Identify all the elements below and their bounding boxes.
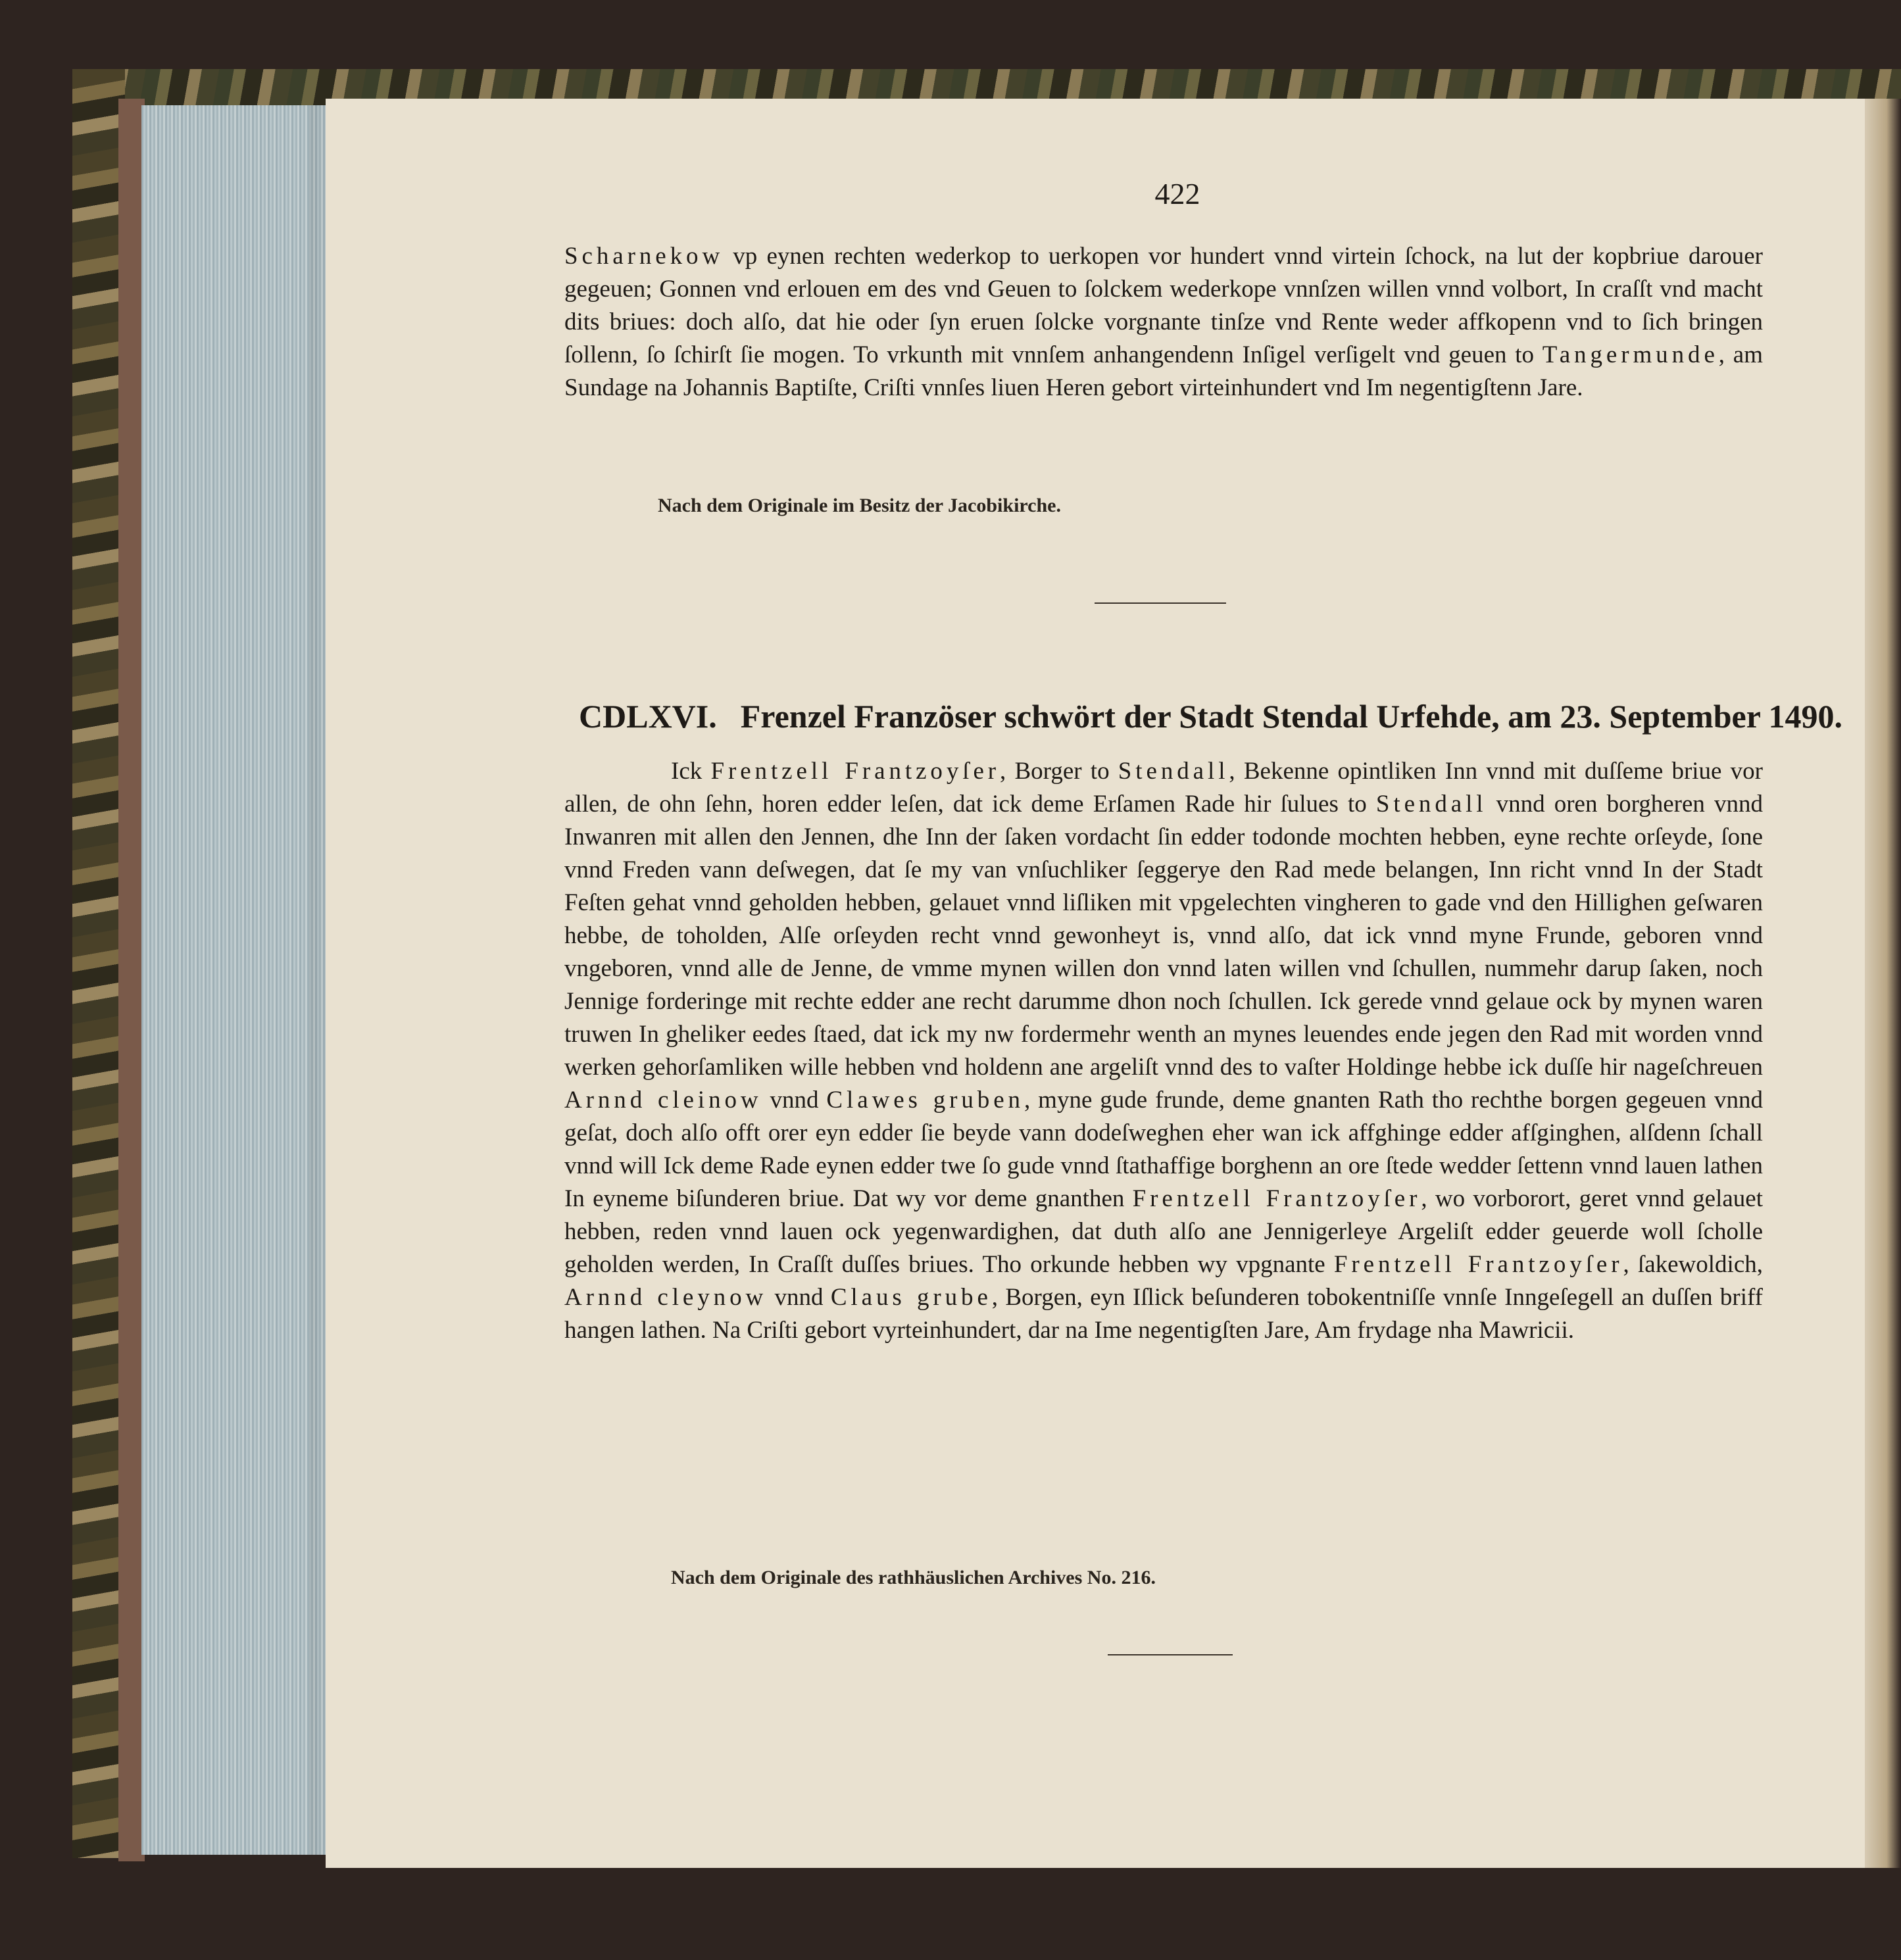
page-number: 422 — [1154, 177, 1200, 210]
paragraph-text: vnnd — [767, 1284, 831, 1311]
document-1-body — [564, 240, 1763, 404]
paragraph-text: , ſakewoldich, — [1623, 1251, 1764, 1278]
document-2-paragraph — [564, 755, 1763, 1347]
spaced-name-text: Arnnd cleinow — [564, 1087, 762, 1114]
spaced-name-text: Arnnd cleynow — [564, 1284, 768, 1311]
section-separator — [1095, 602, 1226, 604]
paragraph-text: vnnd — [762, 1087, 827, 1114]
document-number: CDLXVI. — [579, 698, 717, 735]
paragraph-text: vnnd oren borgheren vnnd Inwanren mit allen den Jennen, dhe Inn der ſaken vordacht ſin edder todonde mochten hebben, eyne rechte orſeyde, ſone vnnd Freden vann deſwegen, dat ſe my van vnſuchliker ſeggerye den Rad mede belangen, Inn richt vnnd In der Stadt Feſten gehat vnnd geholden hebben, gelauet vnnd liſliken mit vpgelechten vingheren to gade vnd den Hillighen geſwaren hebbe, de toholden, Alſe orſeyden recht vnnd gewonheyt is, vnnd alſo, dat ick vnnd myne Frunde, geboren vnnd vngeboren, vnnd alle de Jenne, de vmme mynen willen don vnnd laten willen vnd ſchullen, nummehr darup ſaken, noch Jennige forderinge mit rechte edder ane recht darumme dhon noch ſchullen. Ick gerede vnnd gelaue ock by mynen waren truwen In gheliker eedes ſtaed, dat ick my nw fordermehr wenth an mynes leuendes ende jegen den Rad mit worden vnnd werken gehorſamliken wille hebben vnd holdenn ane argeliſt vnnd des to vaſter Holdinge hebbe ick duſſe hir nageſchreuen — [564, 791, 1763, 1081]
spaced-name-text: Clawes gruben — [826, 1087, 1024, 1114]
spaced-name-text: Tangermunde — [1542, 341, 1719, 368]
spaced-name-text: Stendall — [1375, 791, 1487, 818]
book-spine — [118, 99, 145, 1861]
paragraph-text: , myne gude frunde, deme gnanten Rath tho rechthe borgen gegeuen vnnd geſat, doch alſo offt orer eyn edder ſie beyde vann dodeſweghen eher wan ick affghinge edder afſginghen, alſdenn ſchall vnnd will Ick deme Rade eynen edder twe ſo gude vnnd ſtathaffige borghenn an ore ſtede wedder ſettenn vnnd lauen lathen In eyneme biſunderen briue. Dat wy vor deme gnanthen — [564, 1087, 1763, 1212]
paragraph-text: , Bekenne opintliken Inn vnnd mit duſſeme briue vor allen, de ohn ſehn, horen edder leſen, dat ick deme Erſamen Rade hir ſulues to — [564, 758, 1763, 818]
spaced-name-text: Frentzell Frantzoyſer — [710, 758, 1000, 785]
spaced-name-text: Frentzell Frantzoyſer — [1333, 1251, 1623, 1278]
document-2-body — [564, 755, 1763, 1347]
page-right-edge — [1865, 99, 1901, 1868]
paragraph-text: , am Sundage na Johannis Baptiſte, Criſti vnnſes liuen Heren gebort virteinhundert vnd Im negentigſtenn Jare. — [564, 341, 1763, 401]
document-1-paragraph — [564, 240, 1763, 404]
paragraph-text: , Borger to — [1000, 758, 1118, 785]
spaced-name-text: Stendall — [1118, 758, 1229, 785]
page-block-edge — [141, 105, 326, 1855]
section-separator — [1108, 1654, 1233, 1655]
document-1-source-note: Nach dem Originale im Besitz der Jacobikirche. — [658, 495, 1061, 516]
paragraph-text: , wo vorborort, geret vnnd gelauet hebben, reden vnnd lauen ock yegenwardighen, dat duth alſo ane Jennigerleye Argeliſt edder geuerde woll ſcholle geholden werden, In Craſſt duſſes briues. Tho orkunde hebben wy vpgnante — [564, 1185, 1763, 1278]
spaced-name-text: Frentzell Frantzoyſer — [1132, 1185, 1421, 1212]
paragraph-text: , Borgen, eyn Iſlick beſunderen tobokentniſſe vnnſe Inngeſegell an duſſen briff hangen lathen. Na Criſti gebort vyrteinhundert, dar na Ime negentigſten Jare, Am frydage nha Mawricii. — [564, 1284, 1763, 1344]
spaced-name-text: Claus grube — [830, 1284, 992, 1311]
paragraph-text: Ick — [671, 758, 711, 785]
spaced-name-text: Scharnekow — [564, 243, 724, 270]
book-cover-left-edge — [72, 69, 125, 1858]
document-title: Frenzel Französer schwört der Stadt Stendal Urfehde, am 23. September 1490. — [740, 698, 1842, 735]
document-2-source-note: Nach dem Originale des rathhäuslichen Archives No. 216. — [671, 1567, 1156, 1588]
paragraph-text: vp eynen rechten wederkop to uerkopen vor hundert vnnd virtein ſchock, na lut der kopbriue darouer gegeuen; Gonnen vnd erlouen em des vnd Geuen to ſolckem wederkope vnnſzen willen vnnd volbort, In craſſt vnd macht dits briues: doch alſo, dat hie oder ſyn eruen ſolcke vorgnante tinſze vnd Rente weder affkopenn vnd to ſich bringen ſollenn, ſo ſchirſt ſie mogen. To vrkunth mit vnnſem anhangendenn Inſigel verſigelt vnd geuen to — [564, 243, 1763, 368]
document-2-heading — [579, 697, 1842, 735]
